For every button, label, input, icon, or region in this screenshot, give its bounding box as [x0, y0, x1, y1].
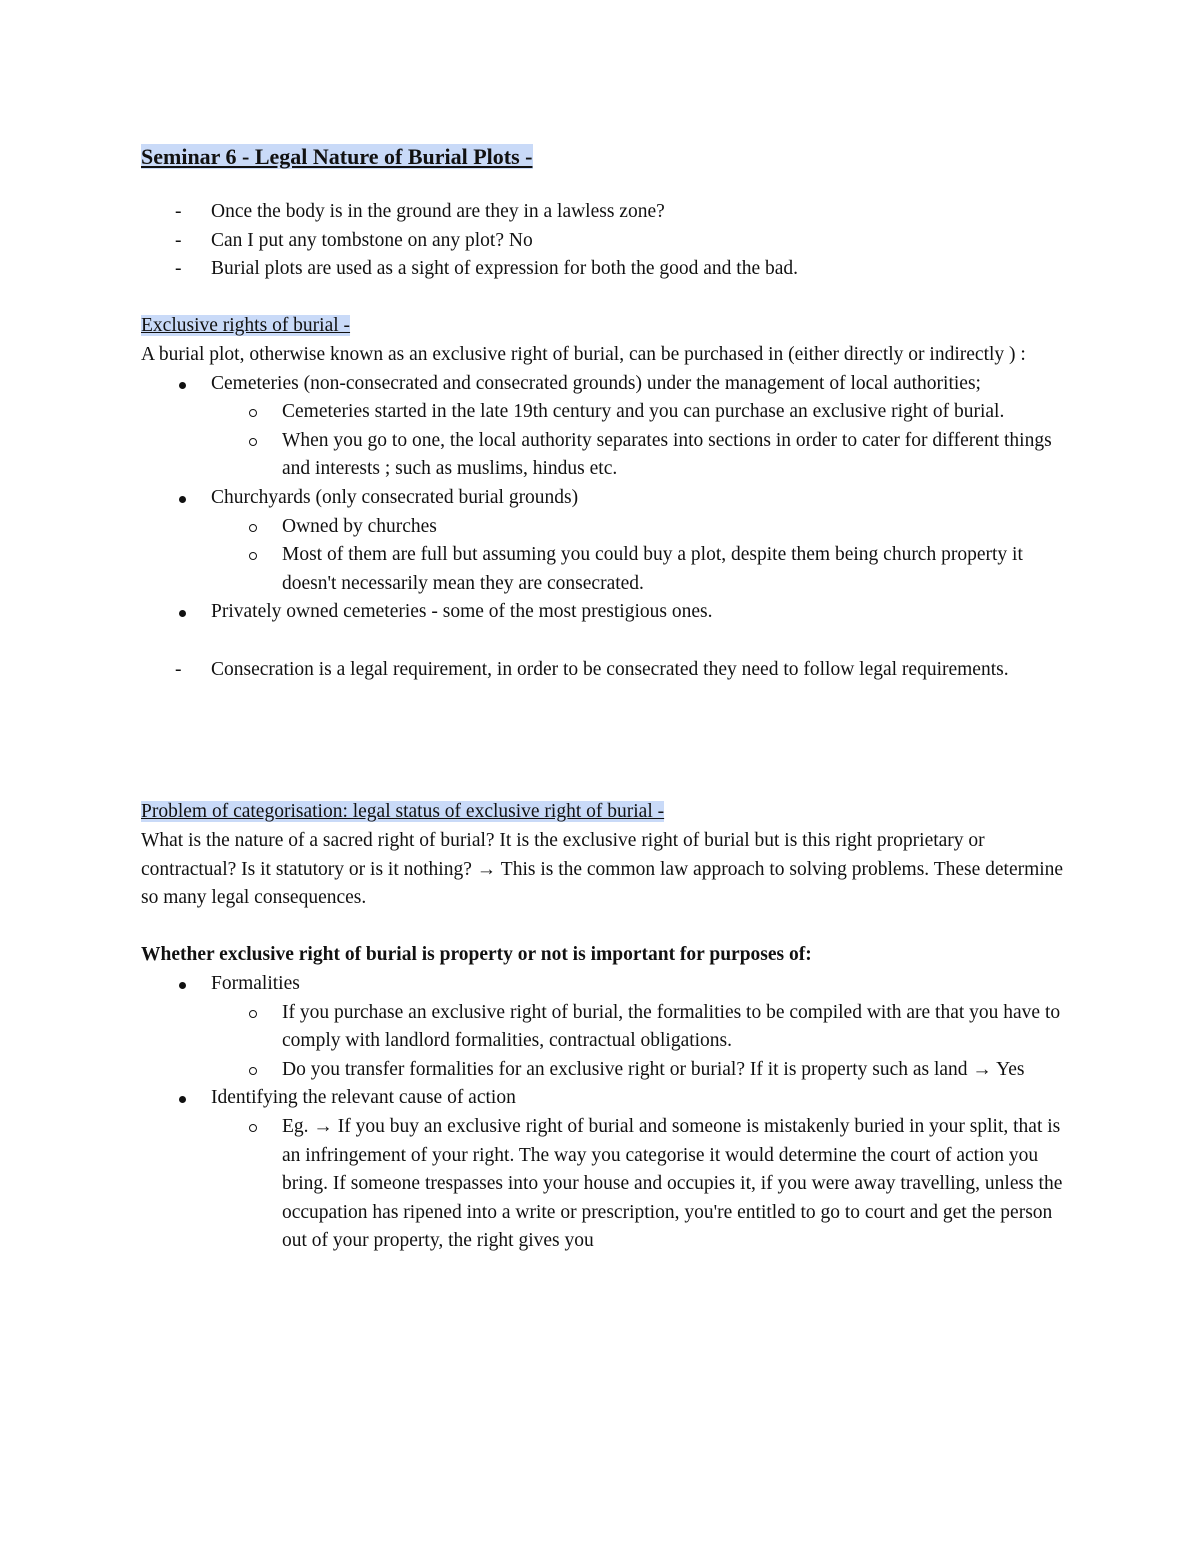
bullet-text: Privately owned cemeteries - some of the most prestigious ones.: [211, 601, 713, 623]
paragraph: What is the nature of a sacred right of burial? It is the exclusive right of burial but is this right proprietary or contractual? Is it statutory or is it nothing? → This is the common law approach to solving problems. These determine so many legal consequences.: [141, 830, 1064, 909]
sub-bullet-item: [141, 999, 1071, 1056]
bullet-circle-icon: [249, 1124, 257, 1132]
page-title: Seminar 6 - Legal Nature of Burial Plots -: [141, 144, 533, 169]
list-item-text: Burial plots are used as a sight of expression for both the good and the bad.: [211, 258, 799, 280]
bullet-dot-icon: [179, 496, 186, 503]
bullet-circle-icon: [249, 524, 257, 532]
bullet-item: [141, 1084, 1071, 1113]
sub-bullet-text: Owned by churches: [282, 515, 437, 537]
bullet-item: [141, 970, 1071, 999]
section-heading: Exclusive rights of burial -: [141, 315, 351, 337]
list-item-text: Consecration is a legal requirement, in order to be consecrated they need to follow legal requirements.: [211, 658, 1009, 680]
bullet-circle-icon: [249, 438, 257, 446]
sub-bullet-item: [141, 427, 1071, 484]
list-item: [141, 227, 1071, 256]
title-block: [141, 140, 1071, 174]
bullet-text: Cemeteries (non-consecrated and consecrated grounds) under the management of local authorities;: [211, 372, 981, 394]
bullet-circle-icon: [249, 409, 257, 417]
dash-marker: -: [175, 229, 182, 251]
sub-bullet-item: [141, 1113, 1071, 1256]
paragraph: A burial plot, otherwise known as an exclusive right of burial, can be purchased in (either directly or indirectly ) :: [141, 343, 1026, 365]
spacer: [141, 770, 1071, 799]
bullet-dot-icon: [179, 982, 186, 989]
list-item: [141, 656, 1071, 685]
bullet-text: Identifying the relevant cause of action: [211, 1087, 516, 1109]
sub-bullet-text: Most of them are full but assuming you could buy a plot, despite them being church property it doesn't necessarily mean they are consecrated.: [282, 544, 1023, 594]
section-heading: Problem of categorisation: legal status of exclusive right of burial -: [141, 801, 665, 823]
sub-bullet-text: Eg. → If you buy an exclusive right of burial and someone is mistakenly buried in your split, that is an infringement of your right. The way you categorise it would determine the court of action you bring. If someone trespasses into your house and occupies it, if you were away travelling, unless the occupation has ripened into a write or prescription, you're entitled to go to court and get the person out of your property, the right gives you: [282, 1116, 1063, 1252]
sub-bullet-text: When you go to one, the local authority separates into sections in order to cater for different things and interests ; such as muslims, hindus etc.: [282, 429, 1052, 480]
bullet-dot-icon: [179, 382, 186, 389]
dash-marker: -: [175, 201, 182, 222]
sub-bullet-item: [141, 541, 1071, 598]
bullet-item: [141, 598, 1071, 627]
bold-lead-line: Whether exclusive right of burial is property or not is important for purposes of:: [141, 944, 812, 966]
sub-bullet-text: Do you transfer formalities for an exclusive right or burial? If it is property such as land → Yes: [282, 1058, 1025, 1080]
dash-marker: -: [175, 258, 182, 280]
list-item: [141, 255, 1071, 284]
bullet-circle-icon: [249, 1010, 257, 1018]
spacer: [141, 913, 1071, 942]
spacer: [141, 284, 1071, 313]
list-item-text: Can I put any tombstone on any plot? No: [211, 229, 533, 251]
spacer: [141, 627, 1071, 656]
bullet-item: [141, 370, 1071, 399]
sub-bullet-text: If you purchase an exclusive right of burial, the formalities to be compiled with are that you have to comply with landlord formalities, contractual obligations.: [282, 1001, 1061, 1052]
intro-list: [141, 198, 1071, 284]
bullet-dot-icon: [179, 1096, 186, 1103]
sub-bullet-item: [141, 398, 1071, 427]
spacer: [141, 713, 1071, 742]
spacer: [141, 741, 1071, 770]
bullet-item: [141, 484, 1071, 513]
sub-bullet-item: [141, 1056, 1071, 1085]
list-item: [141, 198, 1071, 227]
section-categorisation: [141, 798, 1071, 1256]
bullet-text: Formalities: [211, 973, 300, 995]
sub-bullet-item: [141, 513, 1071, 542]
dash-marker: -: [175, 658, 182, 680]
document-page: [141, 140, 1071, 1256]
bullet-circle-icon: [249, 552, 257, 560]
section-exclusive-rights: [141, 312, 1071, 684]
bullet-circle-icon: [249, 1067, 257, 1075]
bullet-text: Churchyards (only consecrated burial grounds): [211, 486, 579, 508]
bullet-dot-icon: [179, 610, 186, 617]
spacer: [141, 684, 1071, 713]
sub-bullet-text: Cemeteries started in the late 19th century and you can purchase an exclusive right of burial.: [282, 401, 1005, 423]
list-item-text: Once the body is in the ground are they in a lawless zone?: [211, 201, 665, 222]
